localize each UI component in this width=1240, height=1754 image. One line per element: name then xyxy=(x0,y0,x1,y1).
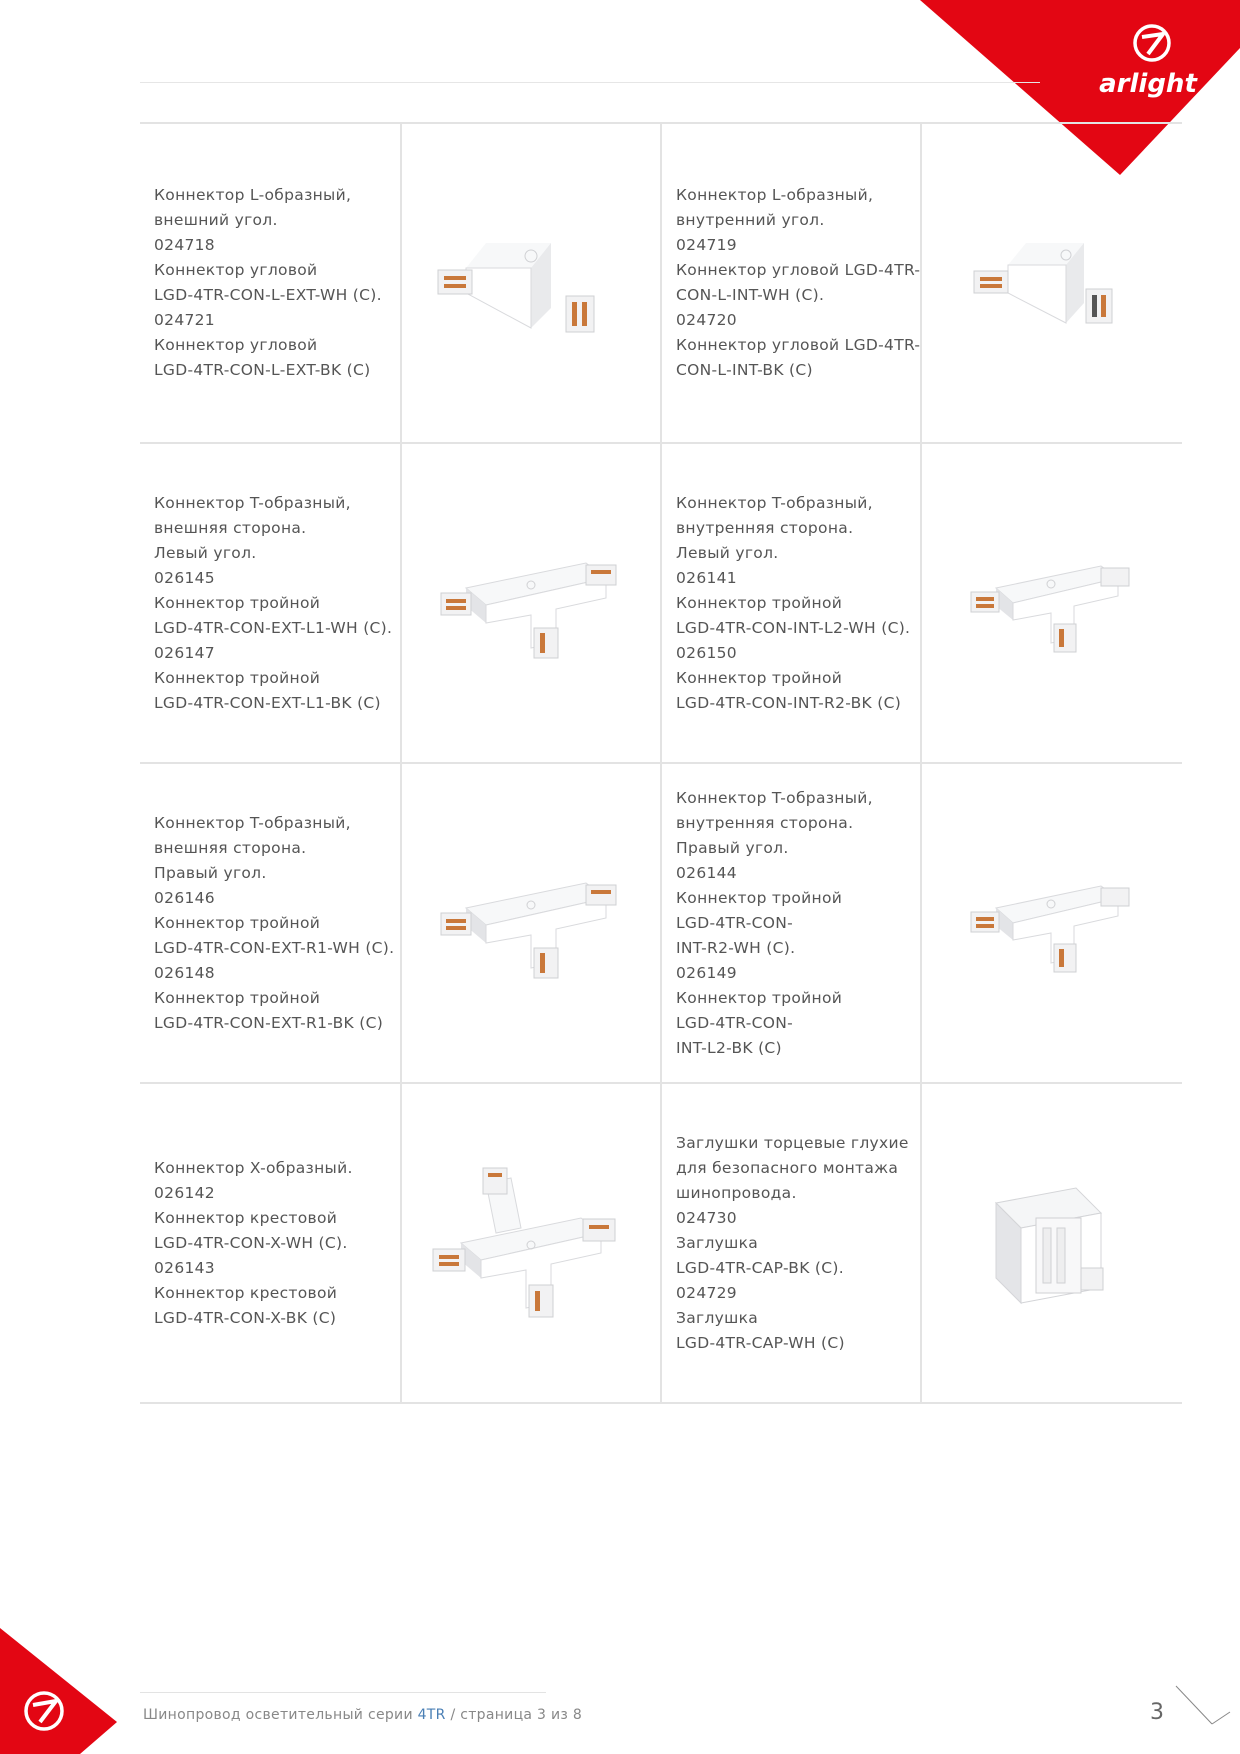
product-description xyxy=(154,1156,353,1331)
product-description xyxy=(676,491,910,716)
product-description xyxy=(154,183,382,383)
description-line: 024719 xyxy=(676,236,737,254)
description-line: LGD-4TR-CON-INT-L2-WH (C). xyxy=(676,618,911,637)
product-description-cell xyxy=(140,1084,400,1402)
catalog-row xyxy=(140,124,1182,444)
page-number: 3 xyxy=(1150,1700,1164,1725)
t-connector-external-right-image xyxy=(436,863,626,983)
description-line: Коннектор T-образный, xyxy=(154,813,351,832)
brand-logo-text: arlight xyxy=(1099,69,1197,99)
description-line: CON-L-INT-WH (C). xyxy=(676,286,825,304)
description-line: LGD-4TR-CON-L-EXT-WH (C). xyxy=(154,286,382,304)
product-image-cell xyxy=(400,764,660,1082)
description-line: Коннектор угловой xyxy=(154,261,318,279)
product-description xyxy=(676,183,920,383)
description-line: Заглушки торцевые глухие xyxy=(676,1133,909,1152)
description-line: LGD-4TR-CON-EXT-R1-BK (C) xyxy=(154,1013,384,1032)
description-line: Заглушка xyxy=(676,1233,759,1252)
description-line: 024720 xyxy=(676,311,737,329)
description-line: INT-L2-BK (C) xyxy=(676,1038,782,1057)
description-line: Коннектор T-образный, xyxy=(676,788,873,807)
description-line: LGD-4TR-CON- xyxy=(676,913,794,932)
t-connector-internal-left-image xyxy=(966,548,1136,658)
description-line: Коннектор тройной xyxy=(676,988,843,1007)
product-description-cell xyxy=(140,764,400,1082)
description-line: LGD-4TR-CON-EXT-R1-WH (C). xyxy=(154,938,395,957)
description-line: 026149 xyxy=(676,963,737,982)
description-line: LGD-4TR-CAP-BK (C). xyxy=(676,1258,844,1277)
product-image-cell xyxy=(920,1084,1180,1402)
catalog-row xyxy=(140,1084,1182,1404)
description-line: Коннектор тройной xyxy=(154,988,321,1007)
description-line: внешняя сторона. xyxy=(154,838,307,857)
product-image-cell xyxy=(920,764,1180,1082)
product-description xyxy=(154,811,394,1036)
description-line: 026150 xyxy=(676,643,737,662)
description-line: Коннектор тройной xyxy=(676,888,843,907)
description-line: Коннектор тройной xyxy=(154,593,321,612)
l-connector-external-image xyxy=(436,218,626,348)
description-line: LGD-4TR-CON-EXT-L1-BK (C) xyxy=(154,693,381,712)
footer-document-title xyxy=(143,1707,582,1723)
description-line: 026143 xyxy=(154,1258,215,1277)
description-line: Левый угол. xyxy=(676,543,779,562)
description-line: внешняя сторона. xyxy=(154,518,307,537)
description-line: Коннектор крестовой xyxy=(154,1208,338,1227)
footer-rule xyxy=(140,1692,546,1693)
product-image-cell xyxy=(400,1084,660,1402)
catalog-row xyxy=(140,764,1182,1084)
description-line: 026147 xyxy=(154,643,215,662)
description-line: Заглушка xyxy=(676,1308,759,1327)
description-line: Коннектор тройной xyxy=(676,593,843,612)
product-description-cell xyxy=(660,1084,920,1402)
description-line: 026146 xyxy=(154,888,215,907)
description-line: Коннектор угловой LGD-4TR- xyxy=(676,336,921,354)
description-line: Коннектор тройной xyxy=(676,668,843,687)
product-image-cell xyxy=(400,444,660,762)
x-connector-image xyxy=(431,1163,631,1323)
description-line: CON-L-INT-BK (C) xyxy=(676,361,813,379)
description-line: Коннектор T-образный, xyxy=(676,493,873,512)
description-line: LGD-4TR-CON-X-BK (C) xyxy=(154,1308,337,1327)
t-connector-external-left-image xyxy=(436,543,626,663)
t-connector-internal-right-image xyxy=(966,868,1136,978)
description-line: Коннектор угловой xyxy=(154,336,318,354)
description-line: 024729 xyxy=(676,1283,737,1302)
description-line: LGD-4TR-CON-INT-R2-BK (C) xyxy=(676,693,902,712)
catalog-row xyxy=(140,444,1182,764)
description-line: LGD-4TR-CON- xyxy=(676,1013,794,1032)
description-line: шинопровода. xyxy=(676,1183,797,1202)
description-line: 024721 xyxy=(154,311,215,329)
description-line: LGD-4TR-CON-X-WH (C). xyxy=(154,1233,348,1252)
description-line: 024730 xyxy=(676,1208,737,1227)
header-rule xyxy=(140,82,1040,83)
product-description-cell xyxy=(140,444,400,762)
l-connector-internal-image xyxy=(966,223,1136,343)
description-line: Коннектор X-образный. xyxy=(154,1158,353,1177)
description-line: Правый угол. xyxy=(676,838,789,857)
description-line: для безопасного монтажа xyxy=(676,1158,899,1177)
description-line: 026142 xyxy=(154,1183,215,1202)
description-line: 026144 xyxy=(676,863,737,882)
description-line: 026145 xyxy=(154,568,215,587)
description-line: LGD-4TR-CON-EXT-L1-WH (C). xyxy=(154,618,393,637)
product-description-cell xyxy=(660,764,920,1082)
description-line: LGD-4TR-CON-L-EXT-BK (C) xyxy=(154,361,371,379)
product-image-cell xyxy=(400,124,660,442)
description-line: 026148 xyxy=(154,963,215,982)
description-line: Коннектор крестовой xyxy=(154,1283,338,1302)
description-line: Коннектор тройной xyxy=(154,668,321,687)
description-line: внешний угол. xyxy=(154,211,278,229)
description-line: внутренняя сторона. xyxy=(676,518,854,537)
product-image-cell xyxy=(920,444,1180,762)
footer-prefix: Шинопровод осветительный серии xyxy=(143,1707,418,1723)
description-line: внутренняя сторона. xyxy=(676,813,854,832)
end-cap-image xyxy=(981,1173,1121,1313)
product-description-cell xyxy=(140,124,400,442)
product-catalog-grid xyxy=(140,122,1182,1404)
footer-suffix: / страница 3 из 8 xyxy=(445,1707,583,1723)
description-line: внутренний угол. xyxy=(676,211,825,229)
description-line: Коннектор тройной xyxy=(154,913,321,932)
description-line: LGD-4TR-CAP-WH (C) xyxy=(676,1333,845,1352)
description-line: Коннектор T-образный, xyxy=(154,493,351,512)
product-image-cell xyxy=(920,124,1180,442)
description-line: Коннектор L-образный, xyxy=(154,186,352,204)
product-description xyxy=(154,491,392,716)
product-description xyxy=(676,1131,909,1356)
description-line: 024718 xyxy=(154,236,215,254)
description-line: INT-R2-WH (C). xyxy=(676,938,796,957)
description-line: Правый угол. xyxy=(154,863,267,882)
description-line: Коннектор L-образный, xyxy=(676,186,874,204)
description-line: 026141 xyxy=(676,568,737,587)
description-line: Коннектор угловой LGD-4TR- xyxy=(676,261,921,279)
brand-corner-bottom-left xyxy=(0,1614,120,1754)
description-line: Левый угол. xyxy=(154,543,257,562)
product-description-cell xyxy=(660,444,920,762)
page-number-slash-decoration xyxy=(1172,1682,1232,1730)
footer-series-name: 4TR xyxy=(417,1707,446,1723)
product-description-cell xyxy=(660,124,920,442)
product-description xyxy=(676,786,873,1061)
